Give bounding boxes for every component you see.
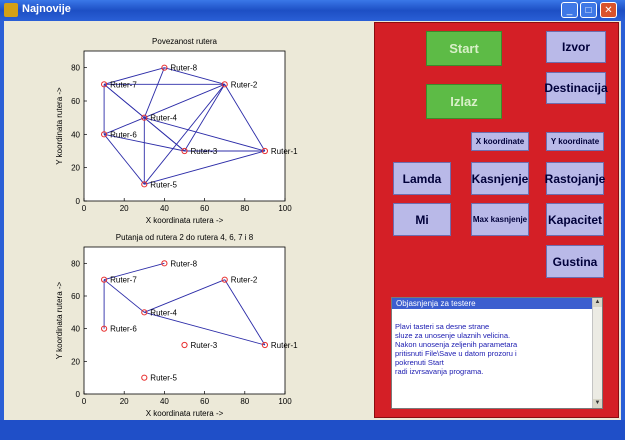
izvor-button[interactable]: Izvor — [546, 31, 606, 63]
destinacija-button[interactable]: Destinacija — [546, 72, 606, 104]
x-tick-label: 100 — [278, 204, 292, 213]
router-label: Ruter-8 — [170, 63, 198, 73]
router-label: Ruter-8 — [170, 259, 198, 269]
x-tick-label: 20 — [119, 204, 129, 213]
router-label: Ruter-5 — [150, 180, 177, 190]
y-axis-label: Y koordinata rutera -> — [55, 281, 64, 360]
info-line: Plavi tasteri sa desne strane — [395, 322, 490, 331]
maximize-button[interactable]: □ — [580, 2, 597, 18]
kapacitet-button[interactable]: Kapacitet — [546, 203, 604, 236]
x-axis-label: X koordinata rutera -> — [145, 216, 224, 225]
router-label: Ruter-7 — [110, 80, 137, 90]
max-kasnjenje-button[interactable]: Max kasnjenje — [471, 203, 529, 236]
rastojanje-button[interactable]: Rastojanje — [546, 162, 604, 195]
info-line: pritisnuti File\Save u datom prozoru i — [395, 349, 517, 358]
chart-title: Povezanost rutera — [152, 37, 217, 46]
x-axis-label: X koordinata rutera -> — [145, 409, 224, 418]
mi-button[interactable]: Mi — [393, 203, 451, 236]
chart-2 — [55, 233, 298, 418]
izlaz-button[interactable]: Izlaz — [426, 84, 502, 119]
scroll-up-icon[interactable]: ▲ — [594, 299, 601, 305]
y-tick-label: 0 — [75, 197, 80, 206]
router-label: Ruter-3 — [190, 147, 218, 156]
chart-title: Putanja od rutera 2 do rutera 4, 6, 7 i 8 — [115, 233, 254, 242]
matlab-icon — [4, 3, 18, 17]
y-tick-label: 60 — [71, 292, 80, 301]
x-tick-label: 80 — [240, 397, 250, 406]
info-box-title: Objasnjenja za testere — [392, 298, 596, 309]
router-label: Ruter-4 — [150, 308, 177, 318]
title-bar — [0, 0, 625, 21]
x-tick-label: 40 — [159, 204, 169, 213]
status-bar — [0, 420, 625, 440]
x-tick-label: 40 — [159, 397, 169, 406]
x-tick-label: 60 — [200, 397, 210, 406]
window-title: Najnovije — [22, 3, 71, 15]
y-tick-label: 40 — [71, 130, 80, 140]
router-label: Ruter-5 — [150, 373, 177, 383]
y-koordinate-button[interactable]: Y koordinate — [546, 132, 604, 151]
window-frame-right — [621, 21, 625, 420]
x-tick-label: 60 — [200, 204, 210, 213]
router-label: Ruter-6 — [110, 130, 137, 140]
plot-axes-box — [84, 247, 285, 394]
scroll-down-icon[interactable]: ▼ — [594, 400, 601, 406]
y-tick-label: 60 — [71, 97, 80, 106]
router-label: Ruter-3 — [190, 341, 218, 350]
y-tick-label: 0 — [75, 390, 80, 399]
y-axis-label: Y koordinata rutera -> — [55, 87, 64, 165]
router-label: Ruter-2 — [230, 275, 258, 285]
plot-area — [4, 22, 376, 420]
router-label: Ruter-7 — [110, 275, 137, 285]
x-tick-label: 20 — [119, 397, 129, 406]
info-line: radi izvrsavanja programa. — [395, 367, 484, 376]
y-tick-label: 80 — [71, 63, 80, 73]
chart-1 — [55, 37, 298, 225]
info-line: sluze za unosenje ulaznih velicina. — [395, 331, 511, 340]
router-label: Ruter-6 — [110, 324, 137, 334]
router-label: Ruter-1 — [270, 147, 298, 156]
lamda-button[interactable]: Lamda — [393, 162, 451, 195]
x-tick-label: 100 — [278, 397, 292, 406]
x-tick-label: 80 — [240, 204, 250, 213]
info-line: Nakon unosenja zeljenih parametara — [395, 340, 518, 349]
router-label: Ruter-2 — [230, 80, 258, 90]
y-tick-label: 80 — [71, 259, 80, 269]
info-line: pokrenuti Start — [395, 358, 444, 367]
start-button[interactable]: Start — [426, 31, 502, 66]
router-label: Ruter-1 — [270, 341, 298, 350]
close-button[interactable]: ✕ — [600, 2, 617, 18]
y-tick-label: 40 — [71, 324, 80, 334]
kasnjenje-button[interactable]: Kasnjenje — [471, 162, 529, 195]
y-tick-label: 20 — [71, 357, 80, 367]
info-scrollbar[interactable] — [592, 298, 602, 408]
gustina-button[interactable]: Gustina — [546, 245, 604, 278]
info-box[interactable] — [391, 297, 603, 409]
router-label: Ruter-4 — [150, 113, 177, 123]
x-tick-label: 0 — [81, 204, 87, 213]
x-tick-label: 0 — [81, 397, 87, 406]
x-koordinate-button[interactable]: X koordinate — [471, 132, 529, 151]
minimize-button[interactable]: _ — [561, 2, 578, 18]
y-tick-label: 20 — [71, 163, 80, 173]
